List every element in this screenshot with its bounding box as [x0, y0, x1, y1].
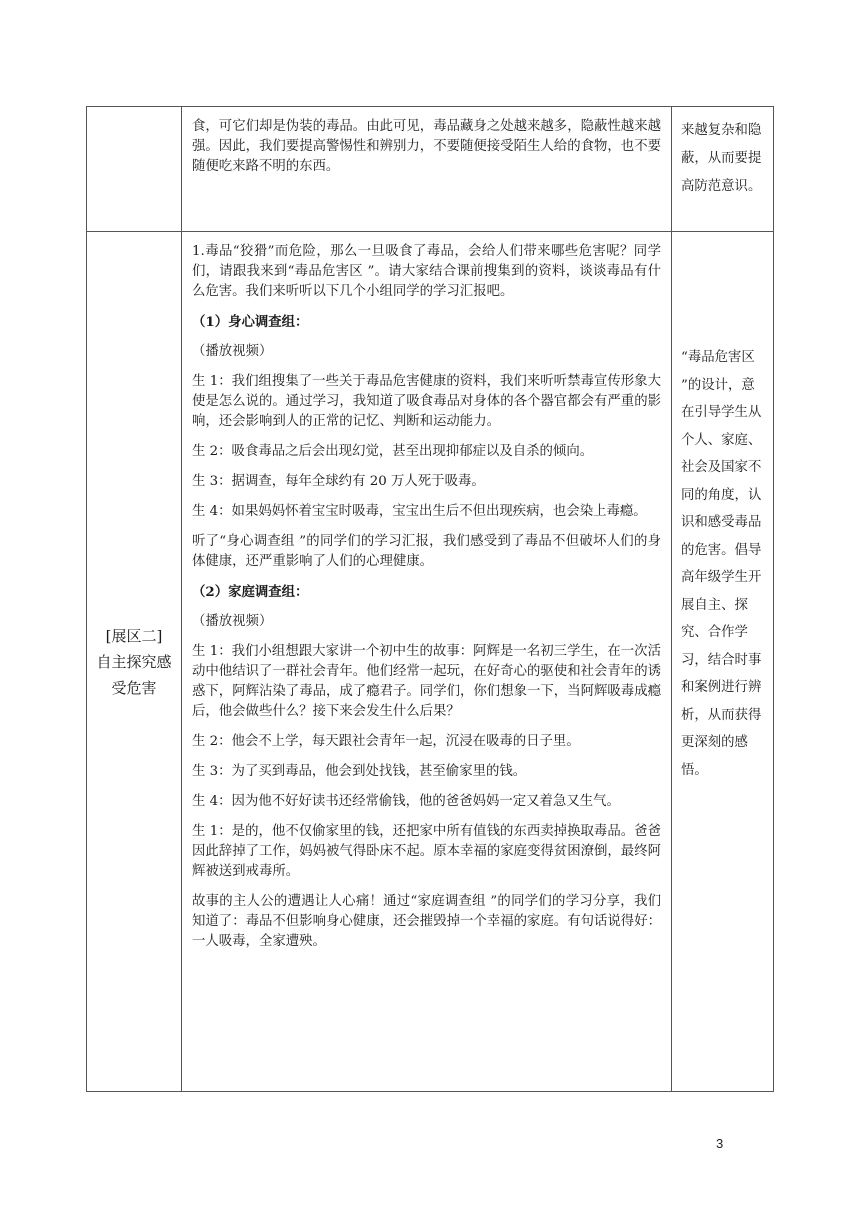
group-heading: （1）身心调查组：: [192, 314, 309, 330]
design-note-cell: “毒品危害区 ”的设计，意在引导学生从个人、家庭、社会及国家不同的角度，认识和感受毒品的危害。倡导高年级学生开展自主、探究、合作学习，结合时事和案例进行辨析，从而获得更深刻的感悟。: [672, 232, 774, 1092]
content-paragraph: 1.毒品“狡猾”而危险，那么一旦吸食了毒品，会给人们带来哪些危害呢？同学们，请跟我来到“毒品危害区 ”。请大家结合课前搜集到的资料，谈谈毒品有什么危害。我们来听听以下几个小组同学的学习汇报吧。: [192, 244, 661, 299]
content-paragraph: 生 1：我们组搜集了一些关于毒品危害健康的资料，我们来听听禁毒宣传形象大使是怎么说的。通过学习，我知道了吸食毒品对身体的各个器官都会有严重的影响，还会影响到人的正常的记忆、判断和运动能力。: [192, 374, 661, 429]
content-paragraph: 生 4：如果妈妈怀着宝宝时吸毒，宝宝出生后不但出现疾病，也会染上毒瘾。: [192, 504, 647, 519]
design-note-cell: 来越复杂和隐蔽，从而要提高防范意识。: [672, 107, 774, 232]
content-paragraph: 生 2：吸食毒品之后会出现幻觉，甚至出现抑郁症以及自杀的倾向。: [192, 444, 594, 459]
section-title: [展区二]: [105, 626, 163, 645]
content-paragraph: 生 1：我们小组想跟大家讲一个初中生的故事：阿辉是一名初三学生，在一次活动中他结识了一群社会青年。他们经常一起玩，在好奇心的驱使和社会青年的诱惑下，阿辉沾染了毒品，成了瘾君子。同学们，你们想象一下，当阿辉吸毒成瘾后，他会做些什么？接下来会发生什么后果？: [192, 644, 661, 719]
content-paragraph: 生 4：因为他不好好读书还经常偷钱，他的爸爸妈妈一定又着急又生气。: [192, 794, 620, 809]
content-paragraph: 听了“身心调查组 ”的同学们的学习汇报，我们感受到了毒品不但破坏人们的身体健康，还严重影响了人们的心理健康。: [192, 534, 661, 569]
page-number: 3: [716, 1136, 724, 1151]
content-paragraph: 食，可它们却是伪装的毒品。由此可见，毒品藏身之处越来越多，隐蔽性越来越强。因此，我们要提高警惕性和辨别力，不要随便接受陌生人给的食物，也不要随便吃来路不明的东西。: [192, 119, 661, 174]
section-subtitle: 自主探究感受危害: [96, 652, 172, 697]
content-paragraph: 生 3：据调查，每年全球约有 20 万人死于吸毒。: [192, 474, 485, 489]
content-paragraph: 生 3：为了买到毒品，他会到处找钱，甚至偷家里的钱。: [192, 764, 527, 779]
table-row: [87, 232, 774, 1092]
group-heading: （2）家庭调查组：: [192, 584, 309, 600]
content-paragraph: 生 1：是的，他不仅偷家里的钱，还把家中所有值钱的东西卖掉换取毒品。爸爸因此辞掉了工作，妈妈被气得卧床不起。原本幸福的家庭变得贫困潦倒，最终阿辉被送到戒毒所。: [192, 824, 661, 879]
content-cell: [182, 107, 672, 232]
content-paragraph: 故事的主人公的遭遇让人心痛！通过“家庭调查组 ”的同学们的学习分享，我们知道了：毒品不但影响身心健康，还会摧毁掉一个幸福的家庭。有句话说得好：一人吸毒，全家遭殃。: [192, 894, 661, 949]
content-paragraph: 生 2：他会不上学，每天跟社会青年一起，沉浸在吸毒的日子里。: [192, 734, 580, 749]
table-row: [87, 107, 774, 232]
lesson-plan-table: [86, 106, 774, 1092]
content-paragraph: （播放视频）: [192, 344, 273, 359]
content-cell: [182, 232, 672, 1092]
section-cell-empty: [87, 107, 182, 232]
content-paragraph: （播放视频）: [192, 614, 273, 629]
section-cell: [87, 232, 182, 1092]
